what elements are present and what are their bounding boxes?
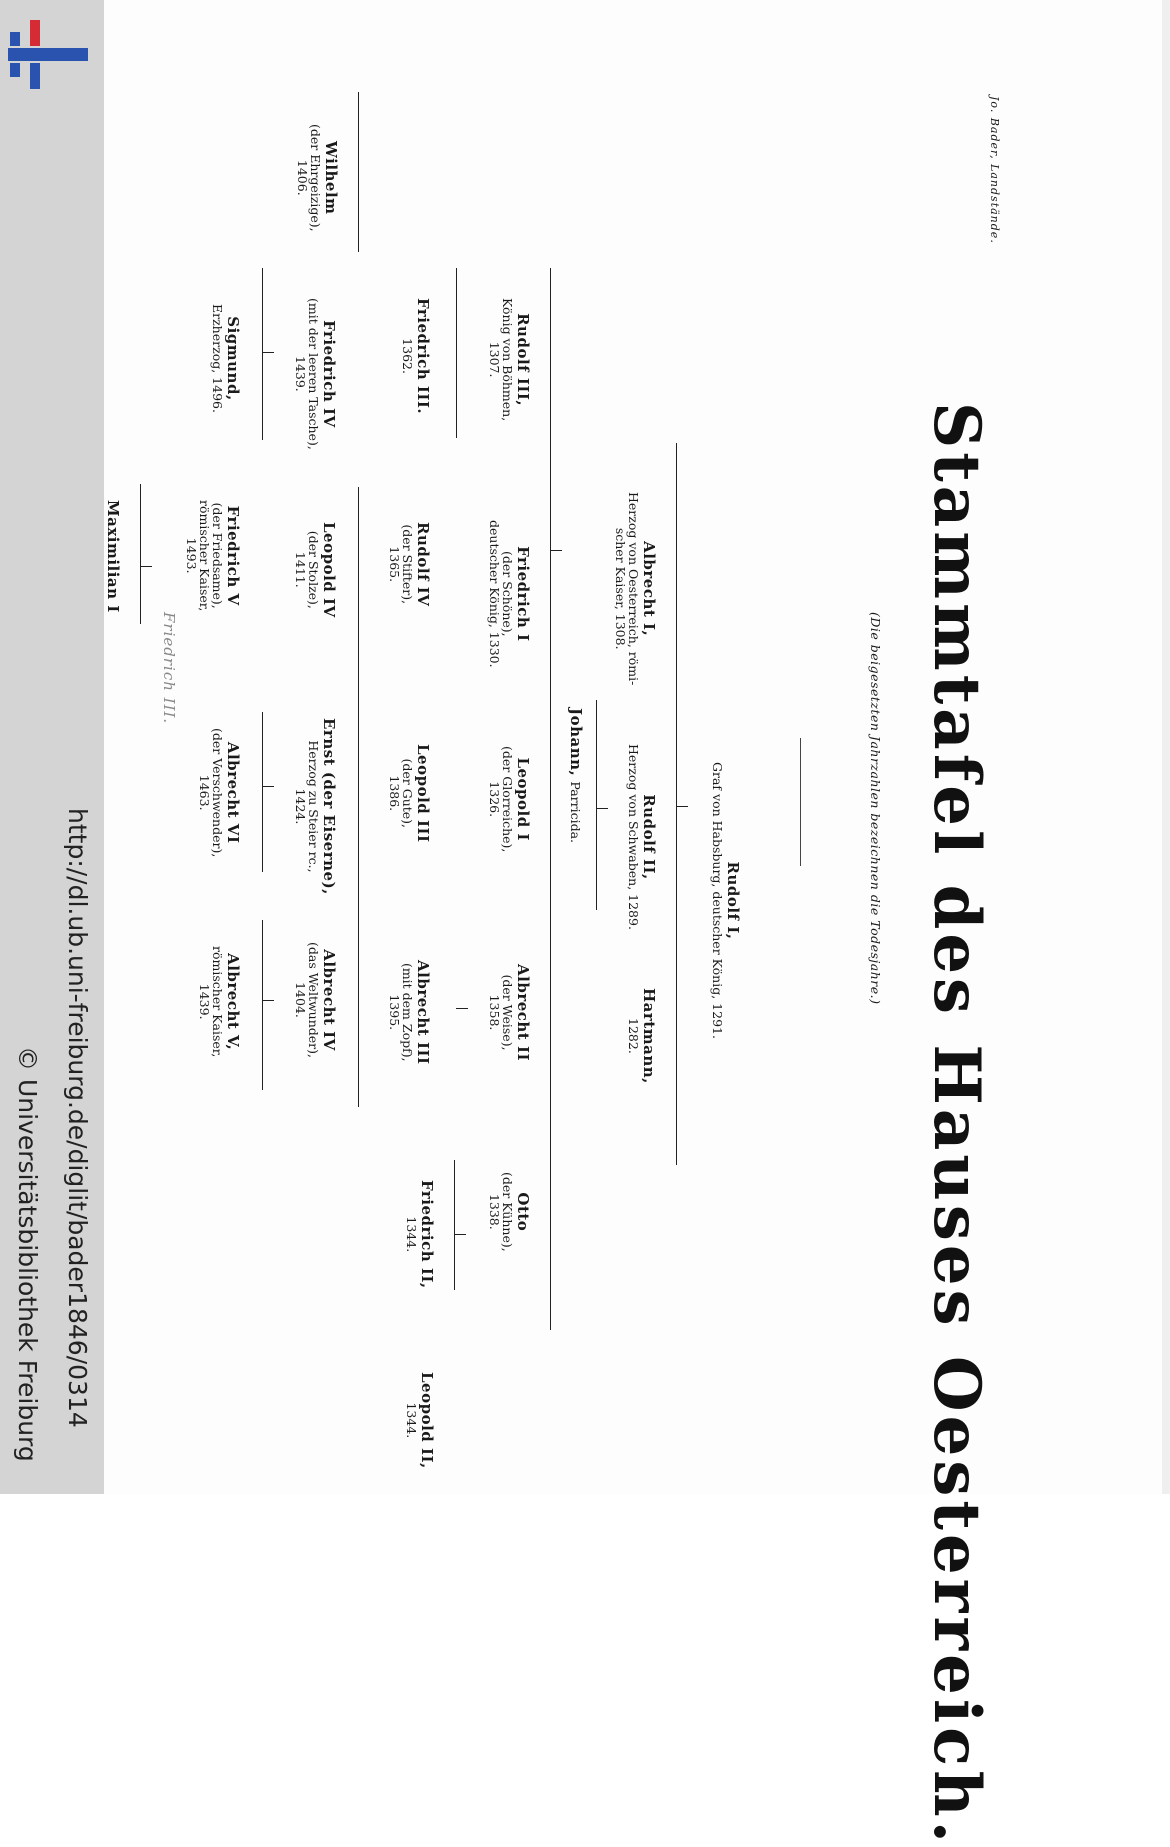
copyright-notice: © Universitätsbibliothek Freiburg [13, 1046, 42, 1462]
running-head: Jo. Bader, Landstände. [988, 96, 1001, 244]
tree-bar-gen5-a [262, 268, 263, 440]
tree-bar-gen4-left [456, 268, 457, 438]
person-leopold-4: Leopold IV (der Stolze), 1411. [293, 522, 338, 618]
person-friedrich-1: Friedrich I (der Schöne), deutscher König, 1330. [487, 520, 532, 668]
tree-bar-gen3 [550, 268, 551, 1330]
tree-connector [596, 808, 608, 809]
person-albrecht-3: Albrecht III (mit dem Zopf), 1395. [387, 960, 432, 1065]
person-otto: Otto (der Kühne), 1338. [487, 1172, 532, 1252]
person-friedrich-5: Friedrich V (der Friedsame), römischer Kaiser, 1493. [184, 500, 242, 612]
person-albrecht-5: Albrecht V, römischer Kaiser, 1439. [197, 946, 242, 1058]
tree-bar-gen4 [358, 487, 359, 1107]
tree-bar-gen7 [140, 484, 141, 624]
tree-bar-johann [596, 700, 597, 910]
tree-bar-wilhelm [358, 92, 359, 252]
tree-bar-gen5-c [262, 920, 263, 1090]
tree-bar-otto [454, 1160, 455, 1290]
person-sigmund: Sigmund, Erzherzog, 1496. [210, 304, 242, 413]
person-friedrich-4: Friedrich IV (mit der leeren Tasche), 1439. [293, 298, 338, 450]
tree-connector [454, 1234, 466, 1235]
source-url[interactable]: http://dl.ub.uni-freiburg.de/diglit/bader1846/0314 [63, 808, 92, 1428]
person-leopold-2: Leopold II, 1344. [404, 1372, 436, 1469]
tree-bar-gen2 [676, 443, 677, 1165]
ub-freiburg-logo-icon [8, 18, 88, 90]
person-leopold-3: Leopold III (der Gute), 1386. [387, 744, 432, 843]
person-albrecht-6: Albrecht VI (der Verschwender), 1463. [197, 728, 242, 858]
tree-connector [262, 786, 274, 787]
person-albrecht-2: Albrecht II (der Weise), 1358. [487, 964, 532, 1061]
tree-connector [550, 550, 562, 551]
person-maximilian-1: Maximilian I [104, 500, 122, 613]
person-friedrich-2: Friedrich II, 1344. [404, 1180, 436, 1289]
person-ernst: Ernst (der Eiserne), Herzog zu Steier rc., 1424. [293, 718, 338, 895]
person-rudolf-1: Rudolf I, Graf von Habsburg, deutscher König, 1291. [710, 762, 742, 1039]
page-title: Stammtafel des Hauses Oesterreich. [919, 402, 994, 1847]
person-hartmann: Hartmann, 1282. [626, 988, 658, 1084]
tree-connector [456, 1008, 468, 1009]
tree-connector [676, 806, 688, 807]
tree-bar-gen5-b [262, 712, 263, 872]
person-rudolf-2: Rudolf II, Herzog von Schwaben, 1289. [626, 744, 658, 930]
tree-connector [262, 352, 274, 353]
viewer-sidebar [0, 0, 104, 1494]
tree-connector [140, 566, 152, 567]
handwritten-note: Friedrich III. [160, 612, 178, 725]
person-rudolf-4: Rudolf IV (der Stifter), 1365. [387, 522, 432, 607]
person-johann: Johann, Parricida. [567, 708, 585, 844]
tree-connector [262, 1000, 274, 1001]
page-edge [1162, 0, 1170, 1494]
person-albrecht-4: Albrecht IV (das Weltwunder), 1404. [293, 942, 338, 1058]
title-divider [800, 738, 801, 866]
person-friedrich-3: Friedrich III. 1362. [400, 298, 432, 415]
person-leopold-1: Leopold I (der Glorreiche), 1326. [487, 746, 532, 853]
person-wilhelm: Wilhelm (der Ehrgeizige), 1406. [295, 124, 340, 232]
page-subtitle: (Die beigesetzten Jahrzahlen bezeichnen die Todesjahre.) [868, 612, 883, 1005]
person-rudolf-3: Rudolf III, König von Böhmen, 1307. [487, 298, 532, 422]
person-albrecht-1: Albrecht I, Herzog von Oesterreich, römi- scher Kaiser, 1308. [613, 492, 658, 686]
